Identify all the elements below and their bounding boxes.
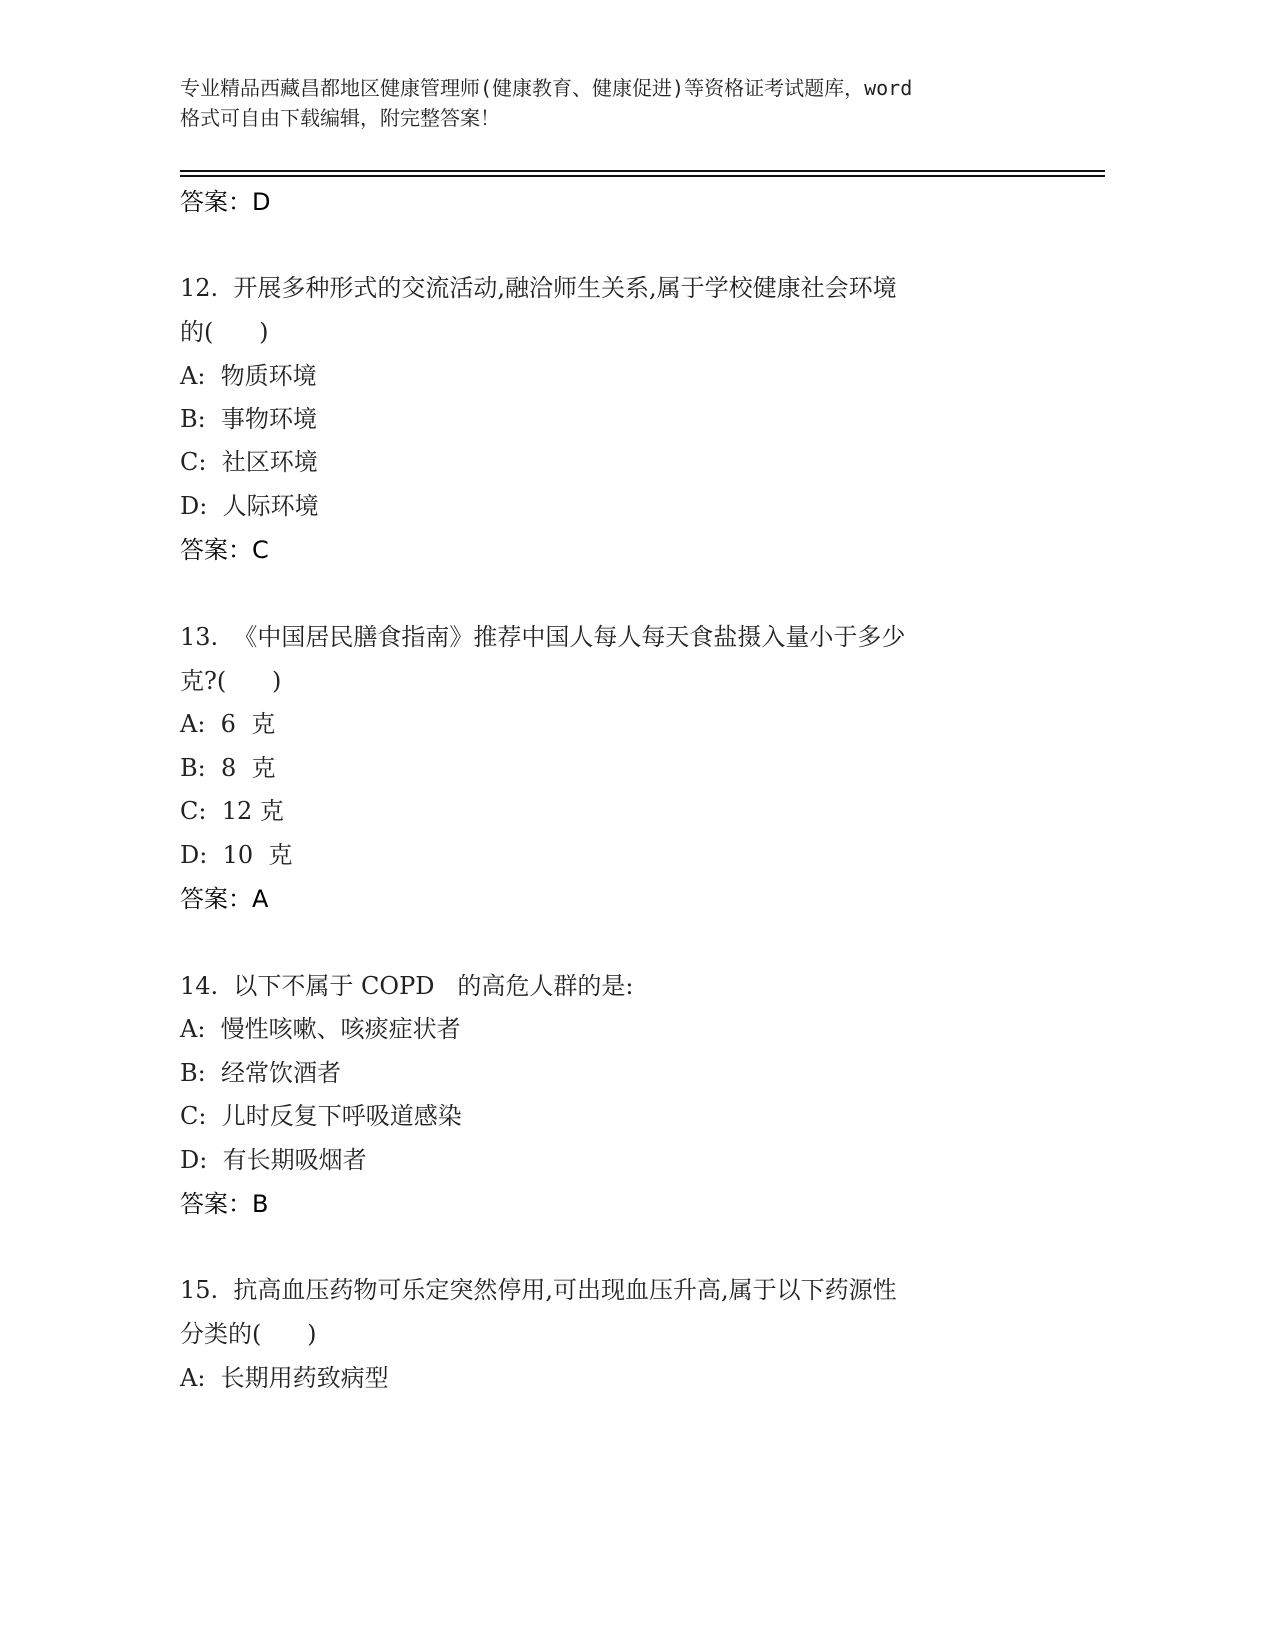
header-divider <box>180 170 1105 172</box>
answer-option: C: 12 克 <box>180 797 284 825</box>
question-stem: 15. 抗高血压药物可乐定突然停用,可出现血压升高,属于以下药源性 <box>180 1276 897 1304</box>
question-stem: 分类的( ) <box>180 1320 317 1348</box>
answer-option: B: 8 克 <box>180 754 276 782</box>
question-stem: 的( ) <box>180 318 269 346</box>
question-answer: 答案：A <box>180 885 269 913</box>
header-divider <box>180 175 1105 177</box>
question-stem: 克?( ) <box>180 667 282 695</box>
question-stem: 12. 开展多种形式的交流活动,融洽师生关系,属于学校健康社会环境 <box>180 274 897 302</box>
previous-answer: 答案：D <box>180 188 271 216</box>
answer-option: B: 经常饮酒者 <box>180 1059 341 1087</box>
answer-option: C: 社区环境 <box>180 448 318 476</box>
question-stem: 13. 《中国居民膳食指南》推荐中国人每人每天食盐摄入量小于多少 <box>180 623 906 651</box>
document-header-line-2: 格式可自由下载编辑，附完整答案！ <box>180 106 500 130</box>
answer-option: D: 人际环境 <box>180 492 319 520</box>
answer-option: A: 慢性咳嗽、咳痰症状者 <box>180 1015 461 1043</box>
answer-option: B: 事物环境 <box>180 405 317 433</box>
question-answer: 答案：B <box>180 1190 269 1218</box>
question-answer: 答案：C <box>180 536 269 564</box>
question-stem: 14. 以下不属于 COPD 的高危人群的是: <box>180 972 634 1000</box>
answer-option: C: 儿时反复下呼吸道感染 <box>180 1102 462 1130</box>
document-header-line-1: 专业精品西藏昌都地区健康管理师(健康教育、健康促进)等资格证考试题库，word <box>180 76 913 100</box>
answer-option: D: 10 克 <box>180 841 293 869</box>
answer-option: A: 物质环境 <box>180 362 317 390</box>
answer-option: A: 长期用药致病型 <box>180 1364 389 1392</box>
answer-option: D: 有长期吸烟者 <box>180 1146 367 1174</box>
answer-option: A: 6 克 <box>180 710 276 738</box>
